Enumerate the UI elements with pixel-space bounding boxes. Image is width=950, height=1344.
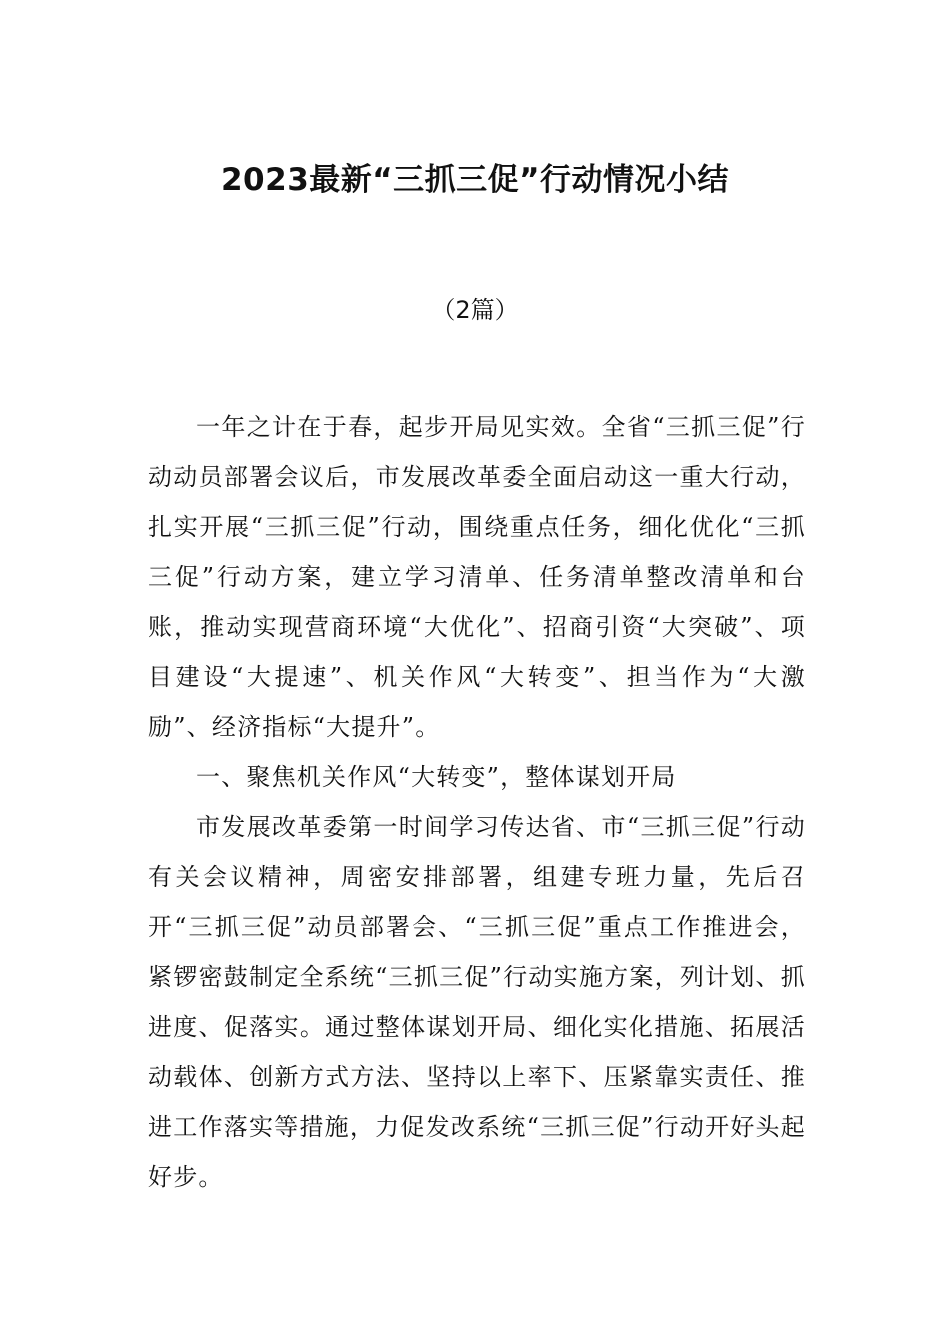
paragraph-intro: 一年之计在于春，起步开局见实效。全省“三抓三促”行动动员部署会议后，市发展改革委全面启动这一重大行动，扎实开展“三抓三促”行动，围绕重点任务，细化优化“三抓三促”行动方案，建立学习清单、任务清单整改清单和台账，推动实现营商环境“大优化”、招商引资“大突破”、项目建设“大提速”、机关作风“大转变”、担当作为“大激励”、经济指标“大提升”。: [148, 413, 806, 741]
document-title: 2023最新“三抓三促”行动情况小结: [220, 162, 730, 198]
document-body: [148, 402, 806, 1202]
section-heading-1: 一、聚焦机关作风“大转变”，整体谋划开局: [196, 763, 677, 791]
document-subtitle: （2篇）: [431, 296, 519, 324]
paragraph-section-1: 市发展改革委第一时间学习传达省、市“三抓三促”行动有关会议精神，周密安排部署，组建专班力量，先后召开“三抓三促”动员部署会、“三抓三促”重点工作推进会，紧锣密鼓制定全系统“三抓三促”行动实施方案，列计划、抓进度、促落实。通过整体谋划开局、细化实化措施、拓展活动载体、创新方式方法、坚持以上率下、压紧靠实责任、推进工作落实等措施，力促发改系统“三抓三促”行动开好头起好步。: [148, 813, 806, 1191]
